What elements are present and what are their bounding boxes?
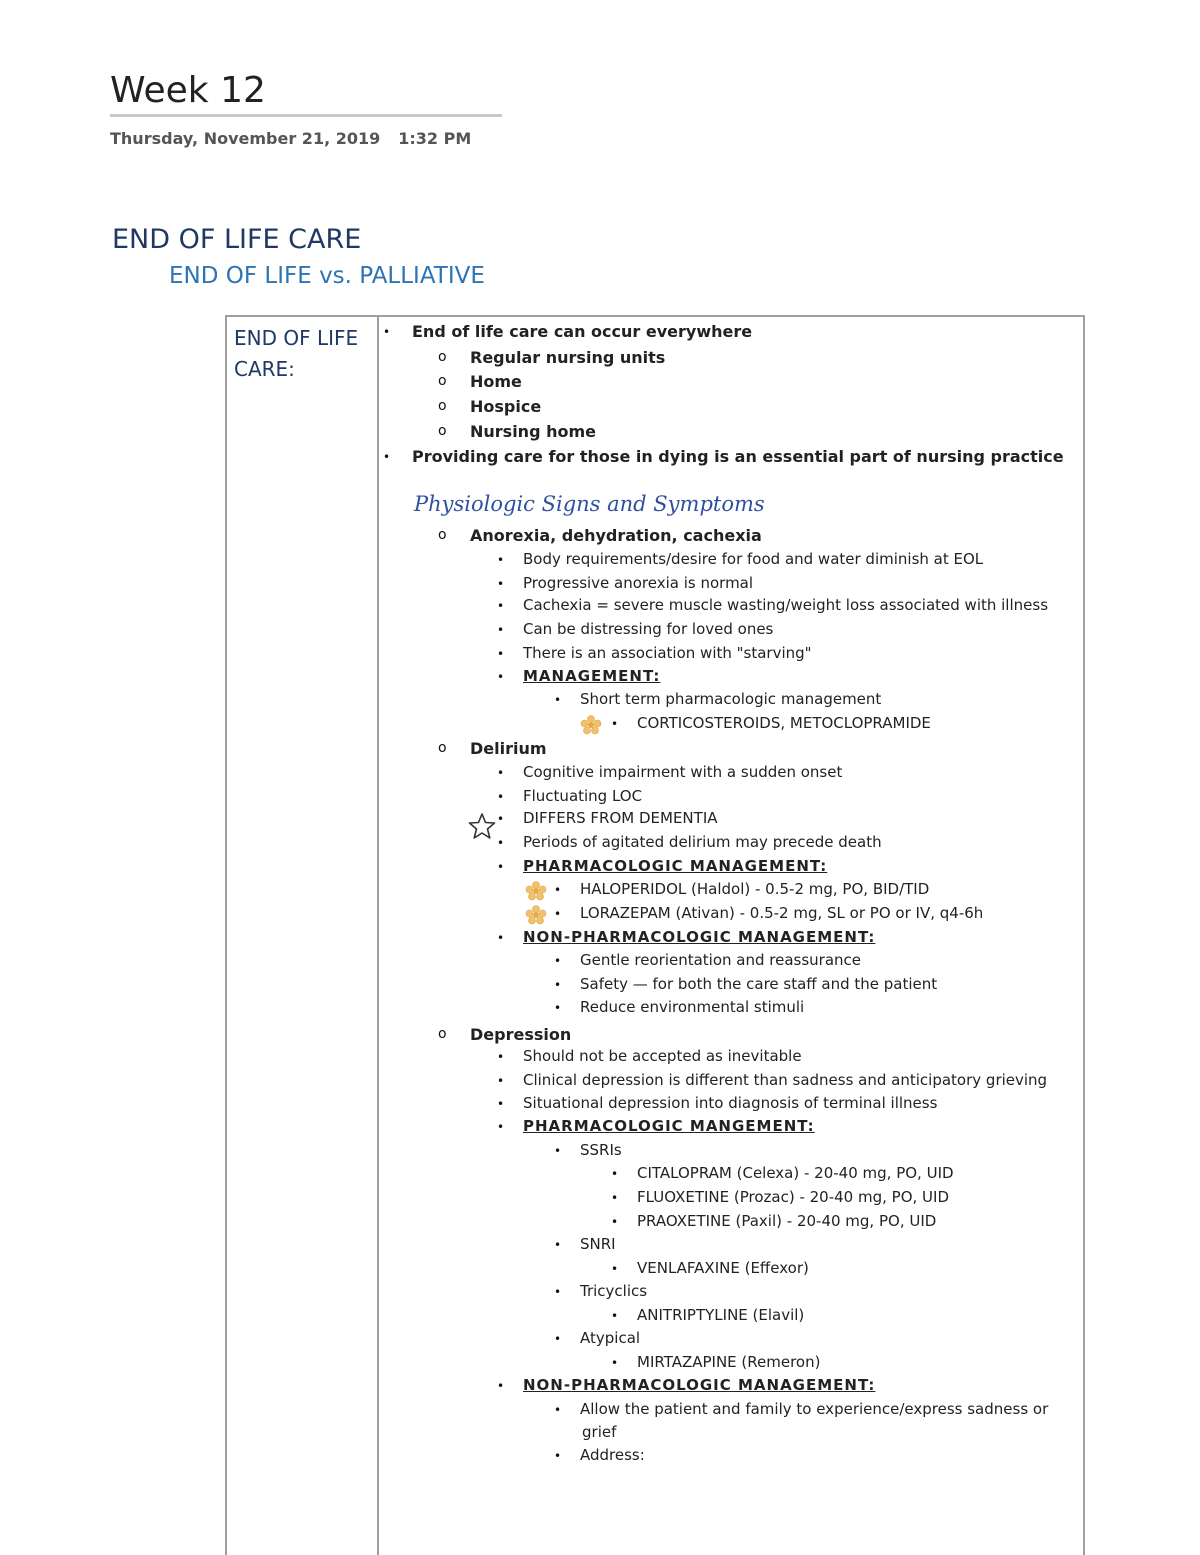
dot-bullet-icon: •	[497, 623, 505, 637]
list-item: ANITRIPTYLINE (Elavil)	[637, 1306, 805, 1324]
list-item: PRAOXETINE (Paxil) - 20-40 mg, PO, UID	[637, 1212, 937, 1230]
dot-bullet-icon: •	[554, 1403, 562, 1417]
circle-bullet-icon: o	[438, 398, 447, 414]
circle-bullet-icon: o	[438, 373, 447, 389]
dot-bullet-icon: •	[497, 860, 505, 874]
dot-bullet-icon: •	[554, 693, 562, 707]
list-item: Should not be accepted as inevitable	[523, 1047, 802, 1065]
page-date: Thursday, November 21, 2019	[110, 129, 381, 148]
list-item: CITALOPRAM (Celexa) - 20-40 mg, PO, UID	[637, 1164, 954, 1182]
list-item: Can be distressing for loved ones	[523, 620, 774, 638]
list-item: Progressive anorexia is normal	[523, 574, 754, 592]
row-header-line-1: END OF LIFE	[234, 326, 359, 350]
flower-icon	[580, 715, 602, 735]
circle-bullet-icon: o	[438, 527, 447, 543]
dot-bullet-icon: •	[554, 1144, 562, 1158]
flower-icon	[525, 905, 547, 925]
star-icon	[468, 812, 496, 840]
dot-bullet-icon: •	[497, 812, 505, 826]
page-timestamp	[110, 129, 471, 148]
list-item: Reduce environmental stimuli	[580, 998, 805, 1016]
list-item: Situational depression into diagnosis of terminal illness	[523, 1094, 938, 1112]
dot-bullet-icon: •	[497, 577, 505, 591]
list-item: MIRTAZAPINE (Remeron)	[637, 1353, 821, 1371]
dot-bullet-icon: •	[554, 978, 562, 992]
dot-bullet-icon: •	[497, 836, 505, 850]
list-item: Tricyclics	[580, 1282, 648, 1300]
list-item: Cognitive impairment with a sudden onset	[523, 763, 843, 781]
list-item: Periods of agitated delirium may precede death	[523, 833, 882, 851]
management-label: MANAGEMENT:	[523, 667, 661, 685]
list-item	[523, 857, 827, 875]
dot-bullet-icon: •	[554, 1449, 562, 1463]
list-item: Allow the patient and family to experience/express sadness or	[580, 1400, 1049, 1418]
list-item	[523, 1376, 875, 1394]
dot-bullet-icon: •	[611, 1309, 619, 1323]
list-item: LORAZEPAM (Ativan) - 0.5-2 mg, SL or PO or IV, q4-6h	[580, 904, 984, 922]
list-item: grief	[582, 1423, 617, 1441]
dot-bullet-icon: •	[497, 553, 505, 567]
table-row-header	[234, 323, 358, 385]
list-item: Anorexia, dehydration, cachexia	[470, 526, 762, 545]
management-label: PHARMACOLOGIC MANAGEMENT:	[523, 857, 828, 875]
list-item: Safety — for both the care staff and the patient	[580, 975, 938, 993]
list-item: Hospice	[470, 397, 542, 416]
dot-bullet-icon: •	[497, 1050, 505, 1064]
section-title: Physiologic Signs and Symptoms	[414, 492, 765, 516]
list-item: Clinical depression is different than sadness and anticipatory grieving	[523, 1071, 1048, 1089]
dot-bullet-icon: •	[383, 325, 391, 339]
list-item: Fluctuating LOC	[523, 787, 643, 805]
list-item: Address:	[580, 1446, 645, 1464]
dot-bullet-icon: •	[497, 599, 505, 613]
list-item: CORTICOSTEROIDS, METOCLOPRAMIDE	[637, 714, 931, 732]
dot-bullet-icon: •	[611, 1262, 619, 1276]
circle-bullet-icon: o	[438, 349, 447, 365]
management-label: NON-PHARMACOLOGIC MANAGEMENT:	[523, 1376, 876, 1394]
flower-icon	[525, 881, 547, 901]
list-item: Cachexia = severe muscle wasting/weight loss associated with illness	[523, 596, 1049, 614]
dot-bullet-icon: •	[497, 790, 505, 804]
list-item: SSRIs	[580, 1141, 622, 1159]
dot-bullet-icon: •	[554, 1285, 562, 1299]
dot-bullet-icon: •	[611, 1191, 619, 1205]
management-label: PHARMACOLOGIC MANGEMENT:	[523, 1117, 815, 1135]
list-item: Home	[470, 372, 522, 391]
dot-bullet-icon: •	[554, 1238, 562, 1252]
list-item: Delirium	[470, 739, 547, 758]
heading-2: END OF LIFE vs. PALLIATIVE	[169, 263, 485, 289]
row-header-line-2: CARE:	[234, 357, 295, 381]
dot-bullet-icon: •	[554, 883, 562, 897]
list-item: Nursing home	[470, 422, 596, 441]
dot-bullet-icon: •	[611, 1167, 619, 1181]
dot-bullet-icon: •	[497, 931, 505, 945]
dot-bullet-icon: •	[497, 1120, 505, 1134]
list-item: There is an association with "starving"	[523, 644, 812, 662]
dot-bullet-icon: •	[611, 1356, 619, 1370]
list-item: Short term pharmacologic management	[580, 690, 882, 708]
list-item: SNRI	[580, 1235, 616, 1253]
list-item: Atypical	[580, 1329, 641, 1347]
dot-bullet-icon: •	[497, 766, 505, 780]
title-underline	[110, 114, 502, 117]
dot-bullet-icon: •	[554, 1332, 562, 1346]
heading-1: END OF LIFE CARE	[112, 224, 362, 255]
list-item	[523, 928, 875, 946]
list-item: Depression	[470, 1025, 572, 1044]
dot-bullet-icon: •	[497, 647, 505, 661]
list-item: Regular nursing units	[470, 348, 666, 367]
dot-bullet-icon: •	[497, 1097, 505, 1111]
list-item	[523, 667, 660, 685]
list-item: VENLAFAXINE (Effexor)	[637, 1259, 809, 1277]
circle-bullet-icon: o	[438, 1026, 447, 1042]
page-title: Week 12	[110, 70, 266, 111]
dot-bullet-icon: •	[383, 450, 391, 464]
list-item: End of life care can occur everywhere	[412, 322, 753, 341]
dot-bullet-icon: •	[497, 1379, 505, 1393]
list-item: DIFFERS FROM DEMENTIA	[523, 809, 718, 827]
list-item: Gentle reorientation and reassurance	[580, 951, 862, 969]
dot-bullet-icon: •	[611, 717, 619, 731]
list-item	[523, 1117, 815, 1135]
management-label: NON-PHARMACOLOGIC MANAGEMENT:	[523, 928, 876, 946]
dot-bullet-icon: •	[611, 1215, 619, 1229]
table-column-divider	[377, 315, 379, 1555]
dot-bullet-icon: •	[497, 1074, 505, 1088]
dot-bullet-icon: •	[554, 954, 562, 968]
list-item: HALOPERIDOL (Haldol) - 0.5-2 mg, PO, BID/TID	[580, 880, 930, 898]
circle-bullet-icon: o	[438, 740, 447, 756]
list-item: FLUOXETINE (Prozac) - 20-40 mg, PO, UID	[637, 1188, 949, 1206]
circle-bullet-icon: o	[438, 423, 447, 439]
dot-bullet-icon: •	[497, 670, 505, 684]
page-time: 1:32 PM	[398, 129, 472, 148]
dot-bullet-icon: •	[554, 907, 562, 921]
list-item: Body requirements/desire for food and water diminish at EOL	[523, 550, 984, 568]
dot-bullet-icon: •	[554, 1001, 562, 1015]
list-item: Providing care for those in dying is an essential part of nursing practice	[412, 447, 1064, 466]
